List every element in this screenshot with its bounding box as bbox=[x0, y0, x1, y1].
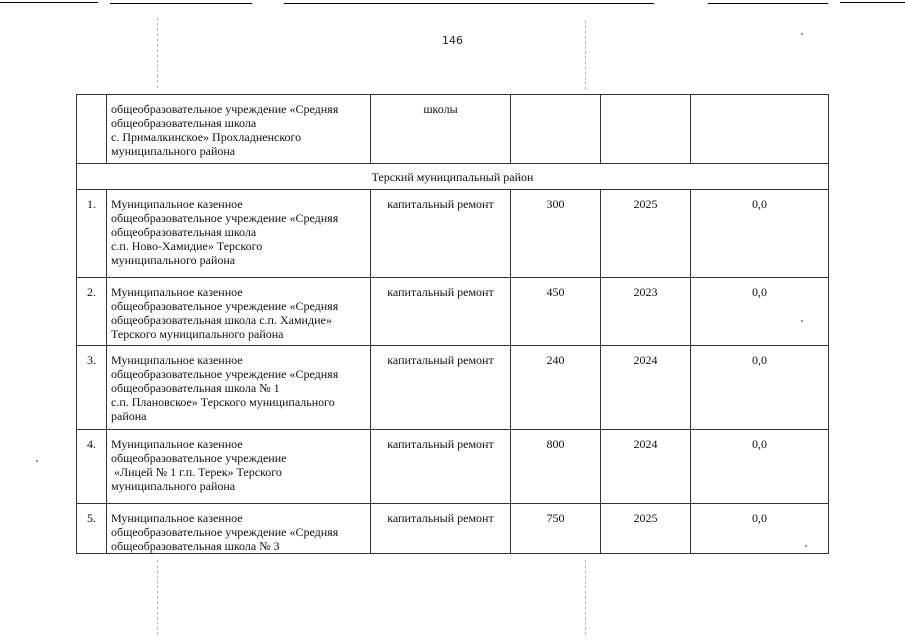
capacity-value: 450 bbox=[511, 278, 601, 346]
work-type: капитальный ремонт bbox=[371, 346, 511, 430]
name-line: общеобразовательная школа bbox=[111, 225, 257, 239]
table-row-continuation bbox=[77, 95, 829, 164]
name-line: общеобразовательная школа № 1 bbox=[111, 381, 280, 395]
year bbox=[601, 95, 691, 164]
amount: 0,0 bbox=[691, 430, 829, 504]
table-row bbox=[77, 190, 829, 278]
table-row bbox=[77, 504, 829, 554]
name-line: общеобразовательное учреждение «Средняя bbox=[111, 299, 339, 313]
name-line: Муниципальное казенное bbox=[111, 511, 243, 525]
scan-line bbox=[0, 2, 98, 3]
row-number: 1. bbox=[77, 190, 107, 278]
scan-line bbox=[708, 3, 828, 4]
institution-name bbox=[107, 346, 371, 430]
capacity-value: 750 bbox=[511, 504, 601, 554]
name-line: общеобразовательное учреждение «Средняя bbox=[111, 102, 339, 116]
amount bbox=[691, 95, 829, 164]
row-number: 4. bbox=[77, 430, 107, 504]
amount: 0,0 bbox=[691, 190, 829, 278]
name-line: Муниципальное казенное bbox=[111, 197, 243, 211]
name-line: общеобразовательное учреждение bbox=[111, 451, 287, 465]
table-row bbox=[77, 346, 829, 430]
fold-mark bbox=[585, 20, 586, 90]
name-line: с. Прималкинское» Прохладненского bbox=[111, 130, 302, 144]
scan-speck bbox=[801, 33, 803, 35]
work-type: капитальный ремонт bbox=[371, 278, 511, 346]
row-number: 2. bbox=[77, 278, 107, 346]
name-line: Муниципальное казенное bbox=[111, 353, 243, 367]
row-number: 5. bbox=[77, 504, 107, 554]
year: 2025 bbox=[601, 190, 691, 278]
table-row bbox=[77, 430, 829, 504]
institution-name bbox=[107, 278, 371, 346]
amount: 0,0 bbox=[691, 346, 829, 430]
work-type: школы bbox=[371, 95, 511, 164]
name-line: общеобразовательная школа с.п. Хамидие» bbox=[111, 313, 332, 327]
institution-name bbox=[107, 190, 371, 278]
year: 2024 bbox=[601, 430, 691, 504]
institution-name bbox=[107, 430, 371, 504]
scan-line bbox=[284, 3, 654, 4]
name-line: общеобразовательная школа № 3 bbox=[111, 539, 280, 553]
capacity-value: 300 bbox=[511, 190, 601, 278]
name-line: общеобразовательное учреждение «Средняя bbox=[111, 367, 339, 381]
name-line: района bbox=[111, 409, 147, 423]
capacity-value: 800 bbox=[511, 430, 601, 504]
institution-name bbox=[107, 95, 371, 164]
name-line: общеобразовательное учреждение «Средняя bbox=[111, 525, 339, 539]
objects-table bbox=[76, 94, 829, 554]
name-line: общеобразовательная школа bbox=[111, 116, 257, 130]
name-line: общеобразовательное учреждение «Средняя bbox=[111, 211, 339, 225]
capacity-value: 240 bbox=[511, 346, 601, 430]
work-type: капитальный ремонт bbox=[371, 430, 511, 504]
row-number bbox=[77, 95, 107, 164]
scan-line bbox=[110, 3, 252, 4]
section-header-row bbox=[77, 164, 829, 190]
fold-mark bbox=[157, 560, 158, 635]
fold-mark bbox=[585, 560, 586, 635]
name-line: Муниципальное казенное bbox=[111, 285, 243, 299]
name-line: муниципального района bbox=[111, 253, 236, 267]
scan-speck bbox=[801, 320, 803, 322]
name-line: муниципального района bbox=[111, 144, 236, 158]
scan-speck bbox=[805, 545, 807, 547]
table-row bbox=[77, 278, 829, 346]
name-line: муниципального района bbox=[111, 479, 236, 493]
work-type: капитальный ремонт bbox=[371, 504, 511, 554]
capacity-value bbox=[511, 95, 601, 164]
year: 2023 bbox=[601, 278, 691, 346]
row-number: 3. bbox=[77, 346, 107, 430]
year: 2024 bbox=[601, 346, 691, 430]
name-line: Терского муниципального района bbox=[111, 327, 284, 341]
page-number: 146 bbox=[442, 34, 463, 47]
name-line: с.п. Плановское» Терского муниципального bbox=[111, 395, 335, 409]
scan-line bbox=[840, 2, 905, 3]
amount: 0,0 bbox=[691, 278, 829, 346]
institution-name bbox=[107, 504, 371, 554]
fold-mark bbox=[157, 18, 158, 88]
work-type: капитальный ремонт bbox=[371, 190, 511, 278]
name-line: с.п. Ново-Хамидие» Терского bbox=[111, 239, 263, 253]
scan-speck bbox=[36, 460, 38, 462]
name-line: «Лицей № 1 г.п. Терек» Терского bbox=[111, 465, 282, 479]
name-line: Муниципальное казенное bbox=[111, 437, 243, 451]
section-title: Терский муниципальный район bbox=[77, 164, 829, 190]
year: 2025 bbox=[601, 504, 691, 554]
amount: 0,0 bbox=[691, 504, 829, 554]
